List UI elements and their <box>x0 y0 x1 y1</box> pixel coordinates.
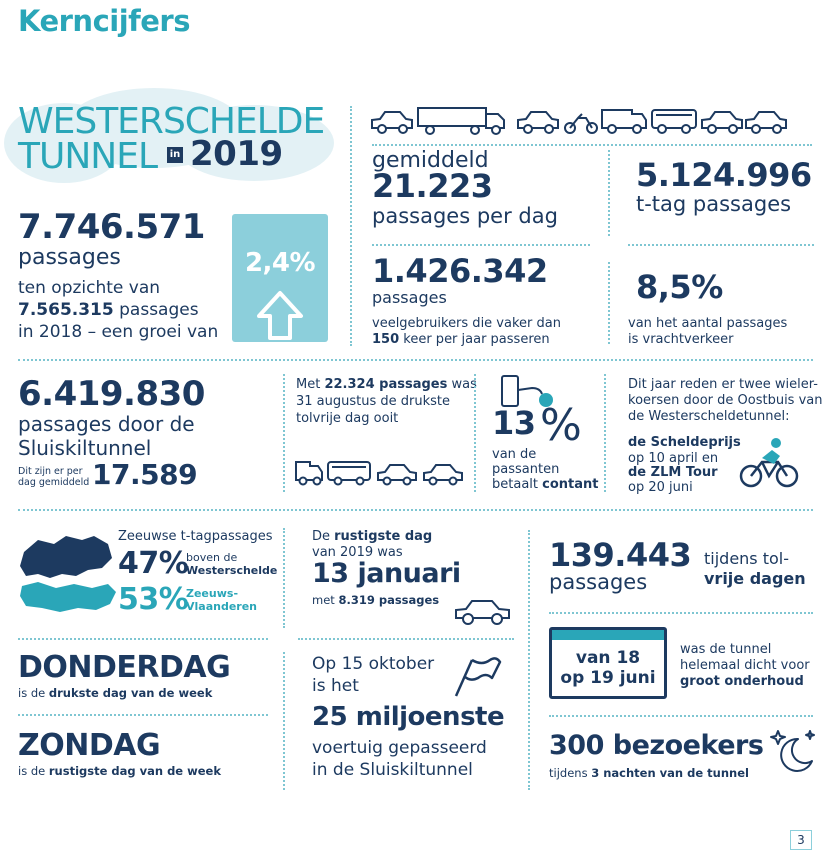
growth-box <box>232 214 328 342</box>
closure-date1: van 18 <box>575 648 641 668</box>
ttag-value: 5.124.996 <box>636 156 812 194</box>
closure-line2: helemaal dicht voor <box>680 658 810 673</box>
cycling-race1-date: op 10 april en <box>628 451 719 466</box>
truck-value: 8,5% <box>636 268 723 306</box>
zeeland-label2b: Vlaanderen <box>186 600 258 613</box>
divider <box>608 262 610 344</box>
divider <box>372 144 812 146</box>
cash-line3 <box>492 476 598 493</box>
divider <box>528 530 530 790</box>
truck-desc-1: van het aantal passages <box>628 316 788 331</box>
frequent-desc-1: veelgebruikers die vaker dan <box>372 316 561 331</box>
thursday-title: DONDERDAG <box>18 650 231 685</box>
closure-line1: was de tunnel <box>680 642 772 657</box>
car-icon <box>454 596 512 626</box>
cash-pct: % <box>540 400 582 451</box>
divider <box>350 106 352 346</box>
sluiskil-line1: passages door de <box>18 412 195 436</box>
zeeland-label1a: boven de <box>186 551 238 564</box>
frequent-value: 1.426.342 <box>372 252 548 290</box>
arrow-up-icon <box>256 290 304 340</box>
cycling-race1: de Scheldeprijs <box>628 435 741 450</box>
quietest-pre: De <box>312 529 335 544</box>
quietest-with: met <box>312 593 339 607</box>
divider <box>549 612 813 614</box>
divider <box>372 244 590 246</box>
cash-line1: van de <box>492 447 537 462</box>
quietest-line2: van 2019 was <box>312 545 403 560</box>
total-compare-3: in 2018 – een groei van <box>18 322 219 342</box>
sunday-desc <box>18 764 221 779</box>
divider <box>608 150 610 236</box>
sluiskil-value: 6.419.830 <box>18 374 205 414</box>
cycling-line1: Dit jaar reden er twee wieler- <box>628 377 818 392</box>
milestone-line3: voertuig gepasseerd <box>312 738 487 758</box>
divider <box>18 638 268 640</box>
thursday-pre: is de <box>18 686 49 700</box>
cash-bold: contant <box>542 477 599 492</box>
frequent-desc-2 <box>372 331 550 348</box>
quietest-line4 <box>312 593 439 608</box>
cycling-line3: de Westerscheldetunnel: <box>628 409 790 424</box>
cycling-race2-date: op 20 juni <box>628 480 693 495</box>
divider <box>474 374 476 492</box>
tollfree-label2: vrije dagen <box>704 569 806 588</box>
quietest-bold: rustigste dag <box>334 529 433 544</box>
divider <box>18 714 268 716</box>
hero-in-badge <box>167 147 183 163</box>
tollfree-value: 139.443 <box>549 536 692 574</box>
closure-bold: groot onderhoud <box>680 674 804 689</box>
visitors-pre: tijdens <box>549 766 592 780</box>
divider <box>549 715 813 717</box>
sluiskil-note-1: Dit zijn er per <box>18 466 83 477</box>
cash-line3-pre: betaalt <box>492 477 543 492</box>
busiest-line3: tolvrije dag ooit <box>296 411 399 426</box>
total-compare-1: ten opzichte van <box>18 278 161 298</box>
flag-icon <box>452 656 504 698</box>
tollfree-label1: tijdens tol- <box>704 549 790 568</box>
cash-line2: passanten <box>492 462 560 477</box>
divider <box>604 374 606 492</box>
page-heading: Kerncijfers <box>18 4 190 38</box>
total-compare-2 <box>18 300 199 320</box>
visitors-value: 300 bezoekers <box>549 730 764 761</box>
calendar-icon <box>549 627 667 699</box>
zeeland-label1b: Westerschelde <box>186 564 278 577</box>
quietest-count: 8.319 passages <box>338 593 440 607</box>
divider <box>283 374 285 492</box>
milestone-value: 25 miljoenste <box>312 702 505 732</box>
divider <box>628 244 814 246</box>
hero-line2: TUNNEL <box>18 136 158 177</box>
zeeland-label2a: Zeeuws- <box>186 587 239 600</box>
moon-stars-icon <box>768 727 818 773</box>
total-value: 7.746.571 <box>18 207 205 247</box>
cycling-line2: koersen door de Oostbuis van <box>628 393 823 408</box>
cycling-race2: de ZLM Tour <box>628 465 718 480</box>
milestone-line1: Op 15 oktober <box>312 654 435 674</box>
total-unit: passages <box>18 245 121 270</box>
quietest-date: 13 januari <box>312 558 461 589</box>
traffic-icon <box>294 458 466 486</box>
zeeland-pct1: 47% <box>118 546 189 581</box>
busiest-line2: 31 augustus de drukste <box>296 394 451 409</box>
daily-post: passages per dag <box>372 204 558 228</box>
total-compare-unit: passages <box>113 300 199 320</box>
zeeland-title: Zeeuwse t-tagpassages <box>118 529 273 544</box>
total-compare-value: 7.565.315 <box>18 300 114 320</box>
visitors-desc <box>549 766 749 781</box>
sunday-title: ZONDAG <box>18 728 161 763</box>
divider <box>298 638 514 640</box>
sluiskil-daily: 17.589 <box>92 458 198 491</box>
zeeland-map-icon <box>16 530 121 616</box>
growth-value: 2,4% <box>244 248 316 278</box>
sunday-bold: rustigste dag van de week <box>48 764 221 778</box>
daily-pre: gemiddeld <box>372 148 489 173</box>
busiest-post: was <box>447 377 477 392</box>
quietest-line1 <box>312 528 432 545</box>
sluiskil-note-2: dag gemiddeld <box>18 477 90 488</box>
hero-year: 2019 <box>190 134 283 174</box>
frequent-unit: passages <box>372 288 447 307</box>
divider <box>18 509 813 511</box>
visitors-bold: 3 nachten van de tunnel <box>591 766 749 780</box>
closure-date2: op 19 juni <box>560 668 656 688</box>
divider <box>283 652 285 790</box>
milestone-line2: is het <box>312 676 359 696</box>
tollfree-unit: passages <box>549 570 648 594</box>
zeeland-pct2: 53% <box>118 582 189 617</box>
busiest-line1 <box>296 376 477 393</box>
sluiskil-line2: Sluiskiltunnel <box>18 436 152 460</box>
cyclist-icon <box>738 436 800 490</box>
divider <box>283 528 285 628</box>
page-number-text: 3 <box>797 833 805 847</box>
hero-in-text: in <box>169 149 181 160</box>
thursday-desc <box>18 686 212 701</box>
frequent-desc-bold: 150 <box>372 332 400 347</box>
sunday-pre: is de <box>18 764 49 778</box>
truck-desc-2: is vrachtverkeer <box>628 332 734 347</box>
hero-line1: WESTERSCHELDE <box>18 101 325 142</box>
thursday-bold: drukste dag van de week <box>48 686 213 700</box>
busiest-bold: 22.324 passages <box>324 377 448 392</box>
page-number <box>790 830 812 850</box>
vehicles-row-icon <box>370 104 790 136</box>
busiest-pre: Met <box>296 377 325 392</box>
daily-value: 21.223 <box>372 167 493 205</box>
divider <box>18 359 813 361</box>
ttag-label: t-tag passages <box>636 192 792 216</box>
cash-value: 13 <box>492 404 536 442</box>
frequent-desc-tail: keer per jaar passeren <box>399 332 550 347</box>
milestone-line4: in de Sluiskiltunnel <box>312 760 473 780</box>
